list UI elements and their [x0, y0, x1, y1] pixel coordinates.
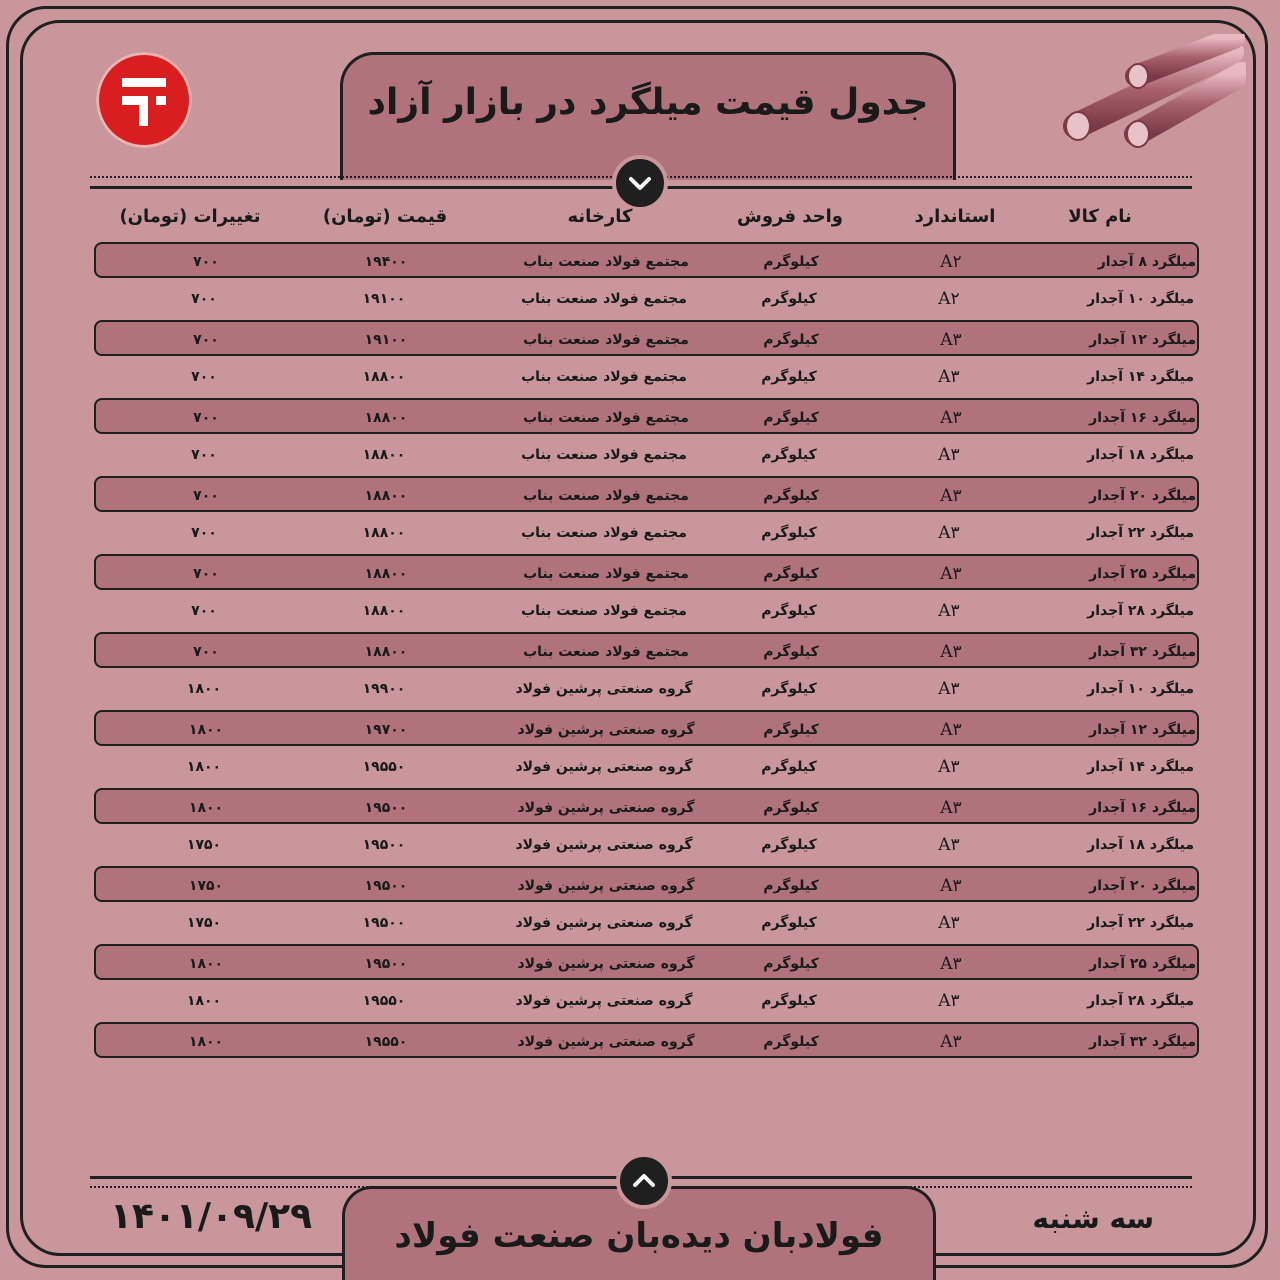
cell-price: ۱۸۸۰۰ — [362, 447, 406, 463]
cell-standard: A۳ — [938, 679, 960, 699]
cell-unit: کیلوگرم — [763, 410, 819, 426]
cell-change: ۷۰۰ — [191, 603, 217, 619]
cell-change: ۷۰۰ — [191, 369, 217, 385]
cell-name: میلگرد ۱۶ آجدار — [1089, 410, 1196, 426]
rebar-bundle-icon — [1056, 34, 1246, 164]
footer-brand: فولادبان دیده‌بان صنعت فولاد — [394, 1216, 884, 1256]
cell-name: میلگرد ۲۲ آجدار — [1087, 915, 1194, 931]
cell-price: ۱۸۸۰۰ — [364, 566, 408, 582]
cell-factory: گروه صنعتی پرشین فولاد — [515, 993, 693, 1009]
cell-name: میلگرد ۱۲ آجدار — [1089, 332, 1196, 348]
cell-factory: گروه صنعتی پرشین فولاد — [517, 956, 695, 972]
cell-factory: مجتمع فولاد صنعت بناب — [523, 566, 689, 582]
table-row — [94, 827, 1199, 863]
cell-change: ۱۷۵۰ — [186, 915, 222, 931]
cell-unit: کیلوگرم — [763, 878, 819, 894]
cell-price: ۱۹۱۰۰ — [364, 332, 408, 348]
cell-price: ۱۹۵۰۰ — [362, 915, 406, 931]
page-title: جدول قیمت میلگرد در بازار آزاد — [367, 82, 929, 123]
cell-standard: A۳ — [938, 991, 960, 1011]
cell-unit: کیلوگرم — [763, 1034, 819, 1050]
cell-unit: کیلوگرم — [761, 993, 817, 1009]
cell-standard: A۳ — [940, 330, 962, 350]
cell-change: ۱۷۵۰ — [188, 878, 224, 894]
cell-name: میلگرد ۱۶ آجدار — [1089, 800, 1196, 816]
logo-icon — [96, 52, 192, 148]
cell-unit: کیلوگرم — [763, 800, 819, 816]
cell-factory: گروه صنعتی پرشین فولاد — [515, 915, 693, 931]
cell-factory: مجتمع فولاد صنعت بناب — [521, 525, 687, 541]
cell-name: میلگرد ۲۰ آجدار — [1089, 878, 1196, 894]
header-name: نام کالا — [1068, 206, 1132, 227]
cell-unit: کیلوگرم — [761, 759, 817, 775]
chevron-down-icon — [612, 155, 668, 211]
cell-factory: مجتمع فولاد صنعت بناب — [521, 369, 687, 385]
header-unit: واحد فروش — [736, 206, 843, 227]
cell-change: ۷۰۰ — [193, 332, 219, 348]
table-row — [94, 1022, 1199, 1058]
footer-date: ۱۴۰۱/۰۹/۲۹ — [110, 1196, 313, 1237]
cell-factory: مجتمع فولاد صنعت بناب — [523, 410, 689, 426]
cell-unit: کیلوگرم — [763, 254, 819, 270]
cell-name: میلگرد ۲۲ آجدار — [1087, 525, 1194, 541]
cell-unit: کیلوگرم — [761, 915, 817, 931]
table-row — [94, 749, 1199, 785]
cell-factory: مجتمع فولاد صنعت بناب — [521, 291, 687, 307]
cell-standard: A۳ — [940, 1032, 962, 1052]
cell-factory: گروه صنعتی پرشین فولاد — [515, 681, 693, 697]
cell-price: ۱۹۹۰۰ — [362, 681, 406, 697]
cell-change: ۱۸۰۰ — [188, 722, 224, 738]
cell-standard: A۳ — [940, 564, 962, 584]
table-row — [94, 593, 1199, 629]
cell-price: ۱۹۵۵۰ — [362, 759, 406, 775]
cell-change: ۷۰۰ — [193, 488, 219, 504]
cell-price: ۱۸۸۰۰ — [362, 525, 406, 541]
cell-factory: مجتمع فولاد صنعت بناب — [521, 447, 687, 463]
table-row — [94, 242, 1199, 278]
cell-change: ۷۰۰ — [193, 254, 219, 270]
cell-unit: کیلوگرم — [763, 644, 819, 660]
cell-unit: کیلوگرم — [761, 525, 817, 541]
cell-unit: کیلوگرم — [761, 447, 817, 463]
header-price: قیمت (تومان) — [322, 206, 448, 227]
header-factory: کارخانه — [567, 206, 633, 227]
cell-name: میلگرد ۱۴ آجدار — [1087, 759, 1194, 775]
cell-change: ۱۸۰۰ — [188, 800, 224, 816]
table-row — [94, 359, 1199, 395]
cell-price: ۱۸۸۰۰ — [362, 603, 406, 619]
cell-price: ۱۸۸۰۰ — [364, 410, 408, 426]
cell-standard: A۳ — [938, 913, 960, 933]
cell-standard: A۳ — [938, 523, 960, 543]
cell-price: ۱۹۵۰۰ — [364, 800, 408, 816]
cell-unit: کیلوگرم — [763, 722, 819, 738]
table-row — [94, 905, 1199, 941]
cell-price: ۱۹۵۵۰ — [362, 993, 406, 1009]
cell-name: میلگرد ۸ آجدار — [1097, 254, 1196, 270]
cell-name: میلگرد ۱۰ آجدار — [1087, 291, 1194, 307]
cell-name: میلگرد ۲۵ آجدار — [1089, 566, 1196, 582]
cell-factory: گروه صنعتی پرشین فولاد — [515, 837, 693, 853]
cell-standard: A۳ — [940, 954, 962, 974]
cell-factory: مجتمع فولاد صنعت بناب — [523, 332, 689, 348]
cell-unit: کیلوگرم — [761, 681, 817, 697]
cell-name: میلگرد ۳۲ آجدار — [1089, 644, 1196, 660]
table-row — [94, 437, 1199, 473]
cell-unit: کیلوگرم — [761, 603, 817, 619]
table-row — [94, 632, 1199, 668]
cell-standard: A۲ — [940, 252, 962, 272]
table-row — [94, 983, 1199, 1019]
cell-standard: A۳ — [940, 798, 962, 818]
cell-factory: گروه صنعتی پرشین فولاد — [517, 878, 695, 894]
cell-name: میلگرد ۲۰ آجدار — [1089, 488, 1196, 504]
cell-standard: A۲ — [938, 289, 960, 309]
cell-name: میلگرد ۲۸ آجدار — [1087, 603, 1194, 619]
cell-unit: کیلوگرم — [763, 488, 819, 504]
table-row — [94, 671, 1199, 707]
cell-unit: کیلوگرم — [761, 369, 817, 385]
table-row — [94, 398, 1199, 434]
cell-name: میلگرد ۱۲ آجدار — [1089, 722, 1196, 738]
cell-price: ۱۹۴۰۰ — [364, 254, 408, 270]
cell-name: میلگرد ۱۸ آجدار — [1087, 447, 1194, 463]
cell-name: میلگرد ۳۲ آجدار — [1089, 1034, 1196, 1050]
table-row — [94, 515, 1199, 551]
cell-standard: A۳ — [938, 757, 960, 777]
table-row — [94, 554, 1199, 590]
cell-price: ۱۹۵۰۰ — [362, 837, 406, 853]
table-row — [94, 944, 1199, 980]
cell-unit: کیلوگرم — [761, 837, 817, 853]
cell-factory: گروه صنعتی پرشین فولاد — [515, 759, 693, 775]
cell-standard: A۳ — [938, 835, 960, 855]
table-row — [94, 866, 1199, 902]
cell-change: ۷۰۰ — [191, 525, 217, 541]
cell-standard: A۳ — [940, 408, 962, 428]
cell-change: ۷۰۰ — [191, 447, 217, 463]
cell-price: ۱۹۷۰۰ — [364, 722, 408, 738]
cell-price: ۱۹۱۰۰ — [362, 291, 406, 307]
table-row — [94, 281, 1199, 317]
cell-factory: گروه صنعتی پرشین فولاد — [517, 800, 695, 816]
cell-price: ۱۸۸۰۰ — [364, 644, 408, 660]
cell-change: ۱۸۰۰ — [188, 1034, 224, 1050]
cell-name: میلگرد ۱۴ آجدار — [1087, 369, 1194, 385]
cell-unit: کیلوگرم — [761, 291, 817, 307]
cell-factory: مجتمع فولاد صنعت بناب — [523, 644, 689, 660]
cell-factory: گروه صنعتی پرشین فولاد — [517, 722, 695, 738]
cell-change: ۷۰۰ — [193, 566, 219, 582]
cell-unit: کیلوگرم — [763, 566, 819, 582]
cell-change: ۱۸۰۰ — [188, 956, 224, 972]
table-row — [94, 788, 1199, 824]
cell-name: میلگرد ۱۸ آجدار — [1087, 837, 1194, 853]
cell-standard: A۳ — [940, 642, 962, 662]
cell-factory: گروه صنعتی پرشین فولاد — [517, 1034, 695, 1050]
cell-standard: A۳ — [938, 601, 960, 621]
header-standard: استاندارد — [914, 206, 996, 227]
table-row — [94, 476, 1199, 512]
cell-price: ۱۹۵۵۰ — [364, 1034, 408, 1050]
cell-unit: کیلوگرم — [763, 956, 819, 972]
cell-standard: A۳ — [940, 720, 962, 740]
table-row — [94, 320, 1199, 356]
cell-factory: مجتمع فولاد صنعت بناب — [523, 254, 689, 270]
cell-change: ۷۰۰ — [193, 644, 219, 660]
header-change: تغییرات (تومان) — [119, 206, 261, 227]
cell-standard: A۳ — [940, 486, 962, 506]
chevron-up-icon — [616, 1153, 672, 1209]
cell-factory: مجتمع فولاد صنعت بناب — [521, 603, 687, 619]
cell-name: میلگرد ۱۰ آجدار — [1087, 681, 1194, 697]
cell-change: ۱۸۰۰ — [186, 681, 222, 697]
cell-price: ۱۸۸۰۰ — [364, 488, 408, 504]
cell-change: ۱۸۰۰ — [186, 759, 222, 775]
cell-change: ۱۷۵۰ — [186, 837, 222, 853]
cell-name: میلگرد ۲۵ آجدار — [1089, 956, 1196, 972]
cell-unit: کیلوگرم — [763, 332, 819, 348]
cell-change: ۱۸۰۰ — [186, 993, 222, 1009]
table-row — [94, 710, 1199, 746]
cell-standard: A۳ — [938, 445, 960, 465]
cell-standard: A۳ — [940, 876, 962, 896]
cell-name: میلگرد ۲۸ آجدار — [1087, 993, 1194, 1009]
cell-change: ۷۰۰ — [193, 410, 219, 426]
cell-price: ۱۹۵۰۰ — [364, 878, 408, 894]
cell-factory: مجتمع فولاد صنعت بناب — [523, 488, 689, 504]
cell-price: ۱۹۵۰۰ — [364, 956, 408, 972]
cell-standard: A۳ — [938, 367, 960, 387]
cell-price: ۱۸۸۰۰ — [362, 369, 406, 385]
cell-change: ۷۰۰ — [191, 291, 217, 307]
footer-day: سه شنبه — [1032, 1202, 1154, 1235]
